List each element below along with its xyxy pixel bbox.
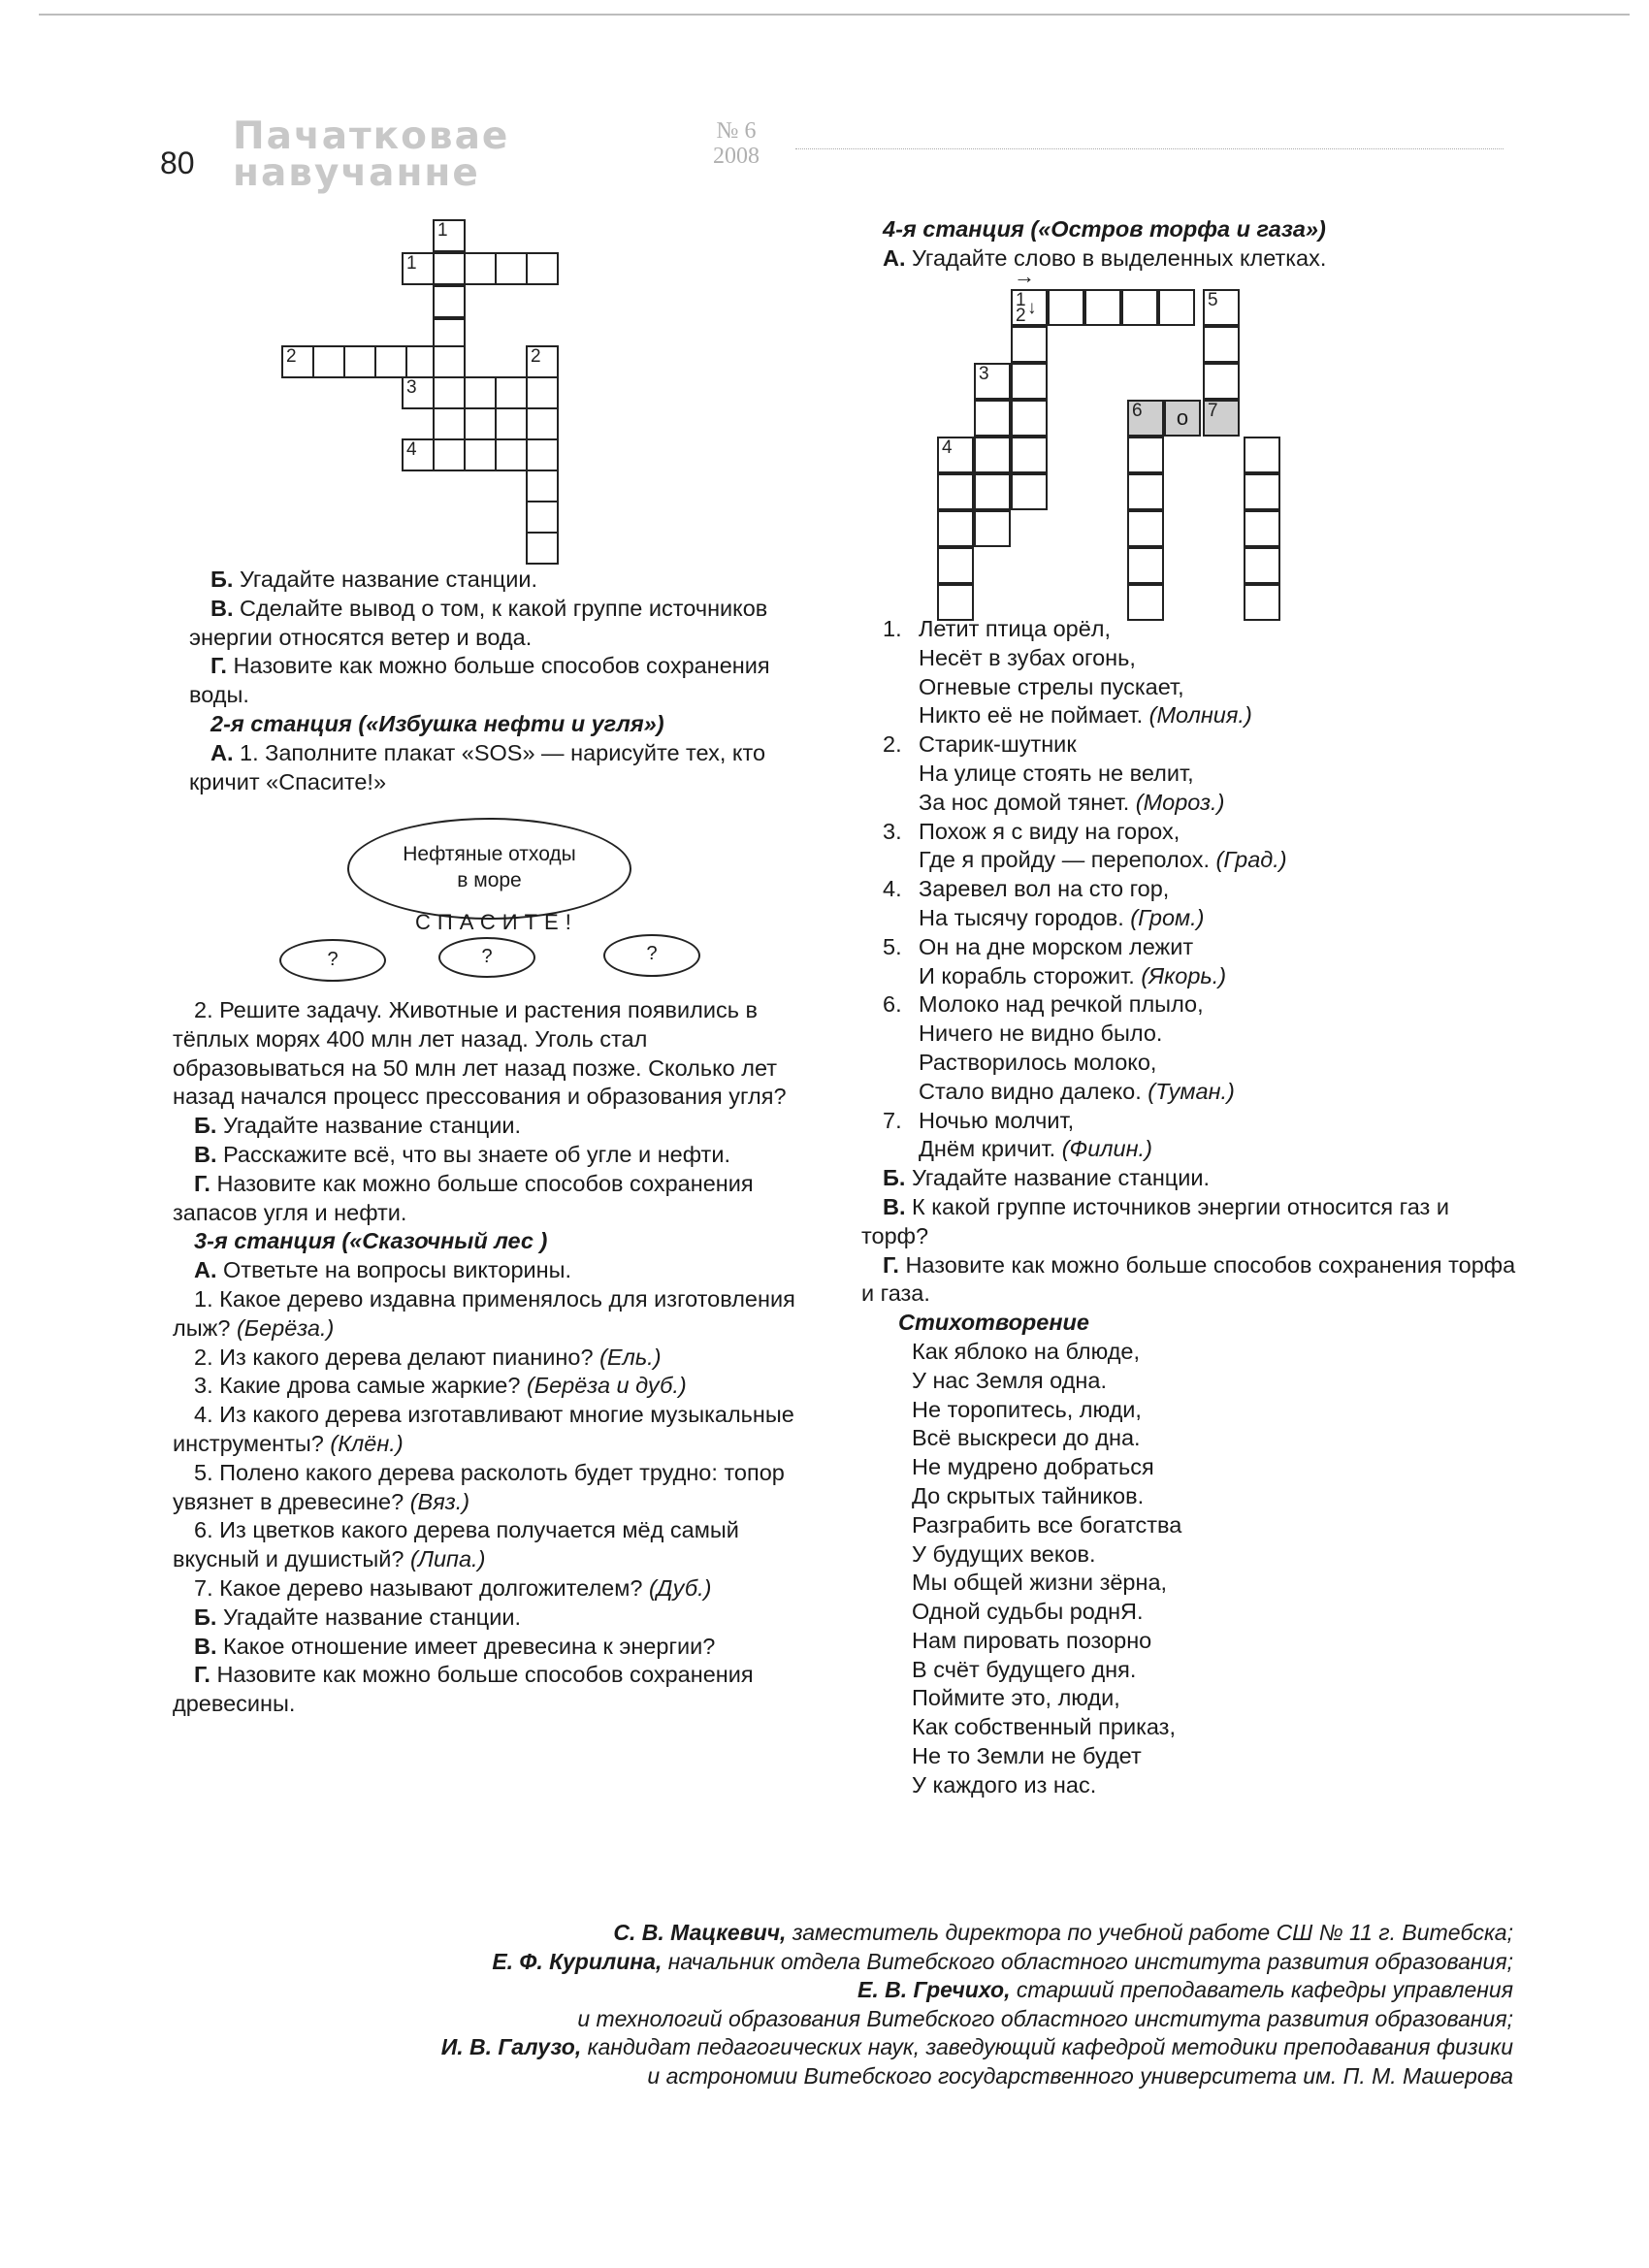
question-text: 2. Из какого дерева делают пианино? — [194, 1344, 594, 1370]
crossword-cell — [402, 252, 435, 285]
clue-number: 6 — [1132, 401, 1143, 421]
question-text: 7. Какое дерево называют долгожителем? — [194, 1574, 643, 1601]
quiz-question — [173, 1344, 821, 1373]
crossword-cell — [1244, 437, 1280, 473]
poster-line: Нефтяные отходы — [403, 843, 576, 865]
arrow-down-icon: ↓ — [1027, 298, 1037, 318]
riddle-line — [883, 1135, 1521, 1164]
poem-line: В счёт будущего дня. — [912, 1656, 1137, 1682]
crossword-cell — [1011, 326, 1048, 363]
riddle-text: Ночью молчит, — [919, 1107, 1075, 1133]
riddle-text: Стало видно далеко. — [919, 1078, 1142, 1104]
credit-line — [155, 2033, 1513, 2062]
clue-number: 3 — [406, 377, 417, 398]
task-letter: Г. — [883, 1251, 899, 1278]
masthead-line: навучанне — [233, 151, 480, 195]
poem-line: Нам пировать позорно — [912, 1627, 1152, 1653]
task-letter: А. — [194, 1257, 217, 1283]
clue-number: 3 — [979, 364, 989, 384]
riddle-text: На улице стоять не велит, — [919, 760, 1194, 786]
arrow-across-icon: → — [1014, 264, 1035, 288]
task-text: Угадайте название станции. — [911, 1165, 1211, 1191]
question-answer: (Дуб.) — [649, 1574, 712, 1601]
crossword-cell — [1084, 289, 1121, 326]
header-rule — [795, 148, 1504, 149]
riddle-answer: (Град.) — [1215, 847, 1287, 873]
riddle-text: Никто её не поймает. — [919, 702, 1144, 729]
crossword-cell — [937, 547, 974, 584]
author-role: начальник отдела Витебского областного института развития образования; — [667, 1948, 1513, 1974]
quiz-question — [173, 1372, 821, 1401]
clue-number: 2 — [531, 346, 541, 367]
masthead-line: Пачатковае — [233, 114, 510, 158]
riddle-text: Он на дне морском лежит — [919, 933, 1194, 959]
crossword-cell — [343, 345, 376, 378]
crossword-cell — [495, 376, 528, 409]
crossword-cell — [1011, 473, 1048, 510]
crossword-cell — [974, 473, 1011, 510]
crossword-cell — [464, 376, 497, 409]
author-name: С. В. Мацкевич, — [613, 1920, 787, 1945]
riddle — [861, 615, 1521, 730]
given-letter: о — [1176, 405, 1189, 430]
station4-title: 4-я станция («Остров торфа и газа») — [883, 216, 1326, 242]
author-role: заместитель директора по учебной работе СШ № 11 г. Витебска; — [792, 1920, 1513, 1945]
riddle-answer: (Филин.) — [1061, 1136, 1152, 1162]
task-text: Угадайте слово в выделенных клетках. — [912, 244, 1327, 271]
poem-title: Стихотворение — [898, 1310, 1089, 1336]
answer-oval — [279, 939, 386, 982]
crossword-cell — [402, 376, 435, 409]
crossword-cell — [1244, 547, 1280, 584]
crossword-cell — [1127, 547, 1164, 584]
author-name: И. В. Галузо, — [440, 2034, 582, 2059]
riddle-answer: (Якорь.) — [1141, 962, 1227, 988]
crossword-cell — [433, 438, 466, 471]
poem-line: Одной судьбы роднЯ. — [912, 1599, 1144, 1625]
riddle — [861, 933, 1521, 991]
quiz-question — [173, 1459, 821, 1517]
crossword-cell — [495, 438, 528, 471]
poem-line: Поймите это, люди, — [912, 1685, 1120, 1711]
riddle-text: Ничего не видно было. — [919, 1021, 1163, 1047]
highlighted-cell — [1203, 400, 1240, 437]
task-text: Угадайте название станции. — [222, 1113, 522, 1139]
riddle-line — [883, 846, 1521, 875]
riddle-line — [883, 818, 1521, 847]
task-letter: В. — [194, 1633, 217, 1659]
task-letter: Б. — [883, 1165, 906, 1191]
crossword-cell — [1048, 289, 1084, 326]
question-answer: (Клён.) — [330, 1430, 404, 1456]
station4-body — [861, 615, 1521, 1800]
question-answer: (Липа.) — [410, 1546, 486, 1572]
question-text: 6. Из цветков какого дерева получается мёд самый вкусный и душистый? — [173, 1517, 739, 1572]
riddle-line — [883, 1020, 1521, 1049]
question-text: 1. Какое дерево издавна применялось для изготовления лыж? — [173, 1285, 795, 1341]
author-role: и технологий образования Витебского областного института развития образования; — [577, 2005, 1513, 2031]
credit-line — [155, 1976, 1513, 2005]
riddle-line — [883, 875, 1521, 904]
riddle — [861, 1107, 1521, 1165]
crossword-cell — [464, 438, 497, 471]
riddle-line — [883, 730, 1521, 760]
crossword-cell — [526, 438, 559, 471]
riddle-text: Растворилось молоко, — [919, 1049, 1157, 1075]
riddle-text: И корабль сторожит. — [919, 962, 1135, 988]
riddle-line — [883, 962, 1521, 991]
station3-title: 3-я станция («Сказочный лес ) — [194, 1228, 548, 1254]
riddles-list — [861, 615, 1521, 1164]
crossword-cell — [526, 470, 559, 502]
question-text: 4. Из какого дерева изготавливают многие музыкальные инструменты? — [173, 1402, 794, 1456]
poem-line: Не торопитесь, люди, — [912, 1396, 1142, 1422]
crossword-cell — [1158, 289, 1195, 326]
poem-line: У будущих веков. — [912, 1540, 1096, 1567]
riddle-answer: (Молния.) — [1148, 702, 1252, 729]
task-text: Назовите как можно больше способов сохранения древесины. — [173, 1662, 754, 1717]
crossword-cell — [526, 345, 559, 378]
clue-number: 7 — [1208, 401, 1218, 421]
task-letter: Б. — [194, 1604, 217, 1630]
riddle-text: Старик-шутник — [919, 731, 1077, 758]
station2-title: 2-я станция («Избушка нефти и угля») — [210, 710, 664, 736]
crossword-cell — [526, 252, 559, 285]
crossword-cell — [974, 363, 1011, 400]
issue-no: № 6 — [716, 118, 757, 144]
clue-number: 2 — [1016, 306, 1026, 326]
answer-oval — [438, 937, 535, 978]
author-role: и астрономии Витебского государственного университета им. П. М. Машерова — [647, 2062, 1513, 2089]
riddle-text: На тысячу городов. — [919, 904, 1124, 930]
crossword-cell — [1127, 510, 1164, 547]
poem-body — [861, 1338, 1521, 1800]
task-text: Назовите как можно больше способов сохранения торфа и газа. — [861, 1251, 1516, 1307]
crossword-cell — [526, 501, 559, 534]
riddle-line — [883, 990, 1521, 1020]
riddle-line — [883, 904, 1521, 933]
task-letter: Г. — [194, 1170, 210, 1196]
task-text: Сделайте вывод о том, к какой группе источников энергии относятся ветер и вода. — [189, 595, 768, 650]
crossword-cell — [1203, 326, 1240, 363]
crossword-cell — [1011, 363, 1048, 400]
riddle-number: 4. — [883, 876, 902, 902]
crossword-cell — [433, 345, 466, 378]
task-letter: В. — [210, 595, 234, 621]
question-mark: ? — [327, 949, 339, 970]
task-text: Ответьте на вопросы викторины. — [223, 1257, 572, 1283]
poem-line: Не то Земли не будет — [912, 1743, 1142, 1769]
riddle-number: 7. — [883, 1107, 902, 1133]
riddle — [861, 990, 1521, 1106]
clue-number: 5 — [1208, 290, 1218, 310]
issue-number — [713, 118, 760, 169]
author-name: Е. В. Гречихо, — [857, 1977, 1011, 2002]
riddle-text: Где я пройду — переполох. — [919, 847, 1211, 873]
poster-oval — [347, 818, 631, 920]
riddle — [861, 730, 1521, 817]
poster-line: в море — [457, 869, 522, 891]
poem-line: У каждого из нас. — [912, 1771, 1097, 1798]
poem-line: Как яблоко на блюде, — [912, 1338, 1140, 1364]
credit-line — [155, 2062, 1513, 2091]
poster-text — [349, 841, 630, 893]
question-answer: (Берёза.) — [236, 1314, 335, 1341]
station2-3-text — [173, 996, 821, 1719]
riddle-text: За нос домой тянет. — [919, 789, 1130, 815]
clue-number: 1 — [1016, 290, 1026, 310]
crossword-cell — [495, 407, 528, 440]
task-letter: А. — [883, 244, 906, 271]
page-number: 80 — [160, 146, 195, 180]
task-letter: А. — [210, 739, 234, 765]
station4-header — [861, 215, 1521, 274]
poem-line: До скрытых тайников. — [912, 1482, 1145, 1508]
quiz-question — [173, 1401, 821, 1459]
crossword-cell — [1127, 437, 1164, 473]
question-text: 5. Полено какого дерева расколоть будет трудно: топор увязнет в древесине? — [173, 1459, 785, 1514]
task-letter: В. — [883, 1193, 906, 1219]
crossword-cell — [1244, 510, 1280, 547]
riddle-number: 5. — [883, 933, 902, 959]
poem-line: Не мудрено добраться — [912, 1454, 1154, 1480]
poem-line: У нас Земля одна. — [912, 1367, 1108, 1393]
clue-number: 4 — [406, 439, 417, 460]
task-text: Назовите как можно больше способов сохранения воды. — [189, 653, 770, 708]
top-rule — [39, 14, 1630, 16]
author-credits — [155, 1919, 1513, 2090]
crossword-cell — [937, 473, 974, 510]
riddle-text: Летит птица орёл, — [919, 616, 1112, 641]
riddle-line — [883, 1049, 1521, 1078]
author-name: Е. Ф. Курилина, — [492, 1948, 663, 1974]
crossword-cell — [526, 376, 559, 409]
crossword-cell — [495, 252, 528, 285]
riddle-number: 6. — [883, 991, 902, 1018]
crossword-cell — [433, 219, 466, 252]
journal-masthead — [233, 114, 510, 195]
crossword-cell — [1203, 363, 1240, 400]
credit-line — [155, 1919, 1513, 1948]
riddle-number: 3. — [883, 818, 902, 844]
crossword-cell — [1127, 473, 1164, 510]
riddle-line — [883, 615, 1521, 644]
quiz-questions — [173, 1285, 821, 1604]
task-letter: Б. — [194, 1113, 217, 1139]
crossword-cell — [312, 345, 345, 378]
poem-line: Как собственный приказ, — [912, 1714, 1176, 1740]
riddle-number: 1. — [883, 616, 902, 641]
crossword-cell — [433, 285, 466, 318]
task-text: Какое отношение имеет древесина к энергии? — [223, 1633, 716, 1659]
crossword-cell — [402, 438, 435, 471]
crossword-cell — [1011, 289, 1048, 326]
crossword-cell — [374, 345, 407, 378]
crossword-cell — [937, 437, 974, 473]
riddle-line — [883, 1107, 1521, 1136]
task-letter: Б. — [210, 567, 234, 592]
crossword-cell — [974, 437, 1011, 473]
riddle-text: Молоко над речкой плыло, — [919, 991, 1204, 1018]
clue-number: 1 — [437, 220, 448, 241]
crossword-cell — [526, 532, 559, 565]
clue-number: 4 — [942, 437, 953, 458]
crossword-cell — [1011, 400, 1048, 437]
crossword-cell — [464, 407, 497, 440]
question-answer: (Вяз.) — [409, 1488, 470, 1514]
task-letter: Г. — [194, 1662, 210, 1688]
riddle-line — [883, 1078, 1521, 1107]
crossword-cell — [433, 407, 466, 440]
task-letter: В. — [194, 1141, 217, 1167]
crossword-cell — [526, 407, 559, 440]
poem-line: Всё выскреси до дна. — [912, 1425, 1141, 1451]
riddle-line — [883, 644, 1521, 673]
crossword-cell — [281, 345, 314, 378]
task-text: Угадайте название станции. — [239, 567, 538, 592]
highlighted-cell — [1127, 400, 1164, 437]
riddle — [861, 875, 1521, 933]
question-answer: (Берёза и дуб.) — [526, 1373, 687, 1399]
riddle-text: Заревел вол на сто гор, — [919, 876, 1170, 902]
riddle-answer: (Туман.) — [1148, 1078, 1235, 1104]
riddle-line — [883, 760, 1521, 789]
crossword-cell — [974, 400, 1011, 437]
crossword-cell — [937, 510, 974, 547]
poem-line: Мы общей жизни зёрна, — [912, 1570, 1168, 1596]
credit-line — [155, 1948, 1513, 1977]
quiz-question — [173, 1285, 821, 1344]
riddle-line — [883, 789, 1521, 818]
riddle-line — [883, 933, 1521, 962]
task-text: Назовите как можно больше способов сохранения запасов угля и нефти. — [173, 1170, 754, 1225]
sos-label: СПАСИТЕ! — [415, 910, 578, 934]
riddle — [861, 818, 1521, 876]
riddle-line — [883, 701, 1521, 730]
answer-oval — [603, 934, 700, 977]
crossword-cell — [464, 252, 497, 285]
task-text: Расскажите всё, что вы знаете об угле и нефти. — [223, 1141, 730, 1167]
crossword-cell — [433, 252, 466, 285]
task-2-text: 2. Решите задачу. Животные и растения появились в тёплых морях 400 млн лет назад. Уголь стал образовываться на 50 млн лет назад позже. Сколько лет назад начался процесс прессования и образования угля? — [173, 997, 787, 1110]
crossword-cell — [1011, 437, 1048, 473]
author-role: старший преподаватель кафедры управления — [1016, 1977, 1513, 2002]
riddle-line — [883, 673, 1521, 702]
crossword-cell — [1203, 289, 1240, 326]
task-text: К какой группе источников энергии относится газ и торф? — [861, 1193, 1449, 1248]
question-answer: (Ель.) — [599, 1344, 662, 1370]
riddle-text: Днём кричит. — [919, 1136, 1056, 1162]
clue-number: 1 — [406, 253, 417, 274]
station1-tasks — [189, 566, 820, 796]
riddle-number: 2. — [883, 731, 902, 758]
poem-line: Разграбить все богатства — [912, 1511, 1182, 1538]
question-mark: ? — [481, 946, 493, 967]
question-mark: ? — [646, 943, 658, 964]
crossword-cell — [1121, 289, 1158, 326]
crossword-cell — [433, 376, 466, 409]
riddle-answer: (Мороз.) — [1135, 789, 1225, 815]
issue-year: 2008 — [713, 144, 760, 169]
quiz-question — [173, 1574, 821, 1604]
riddle-text: Огневые стрелы пускает, — [919, 673, 1184, 699]
task-text: 1. Заполните плакат «SOS» — нарисуйте тех, кто кричит «Спасите!» — [189, 739, 766, 794]
task-letter: Г. — [210, 653, 227, 679]
riddle-answer: (Гром.) — [1130, 904, 1205, 930]
riddle-text: Несёт в зубах огонь, — [919, 644, 1136, 670]
crossword-cell — [974, 510, 1011, 547]
task-text: Угадайте название станции. — [222, 1604, 522, 1630]
credit-line — [155, 2005, 1513, 2034]
highlighted-cell — [1164, 400, 1201, 437]
crossword-cell — [1244, 473, 1280, 510]
question-text: 3. Какие дрова самые жаркие? — [194, 1373, 521, 1399]
riddle-text: Похож я с виду на горох, — [919, 818, 1180, 844]
quiz-question — [173, 1516, 821, 1574]
clue-number: 2 — [286, 346, 297, 367]
author-role: кандидат педагогических наук, заведующий кафедрой методики преподавания физики — [587, 2034, 1513, 2059]
